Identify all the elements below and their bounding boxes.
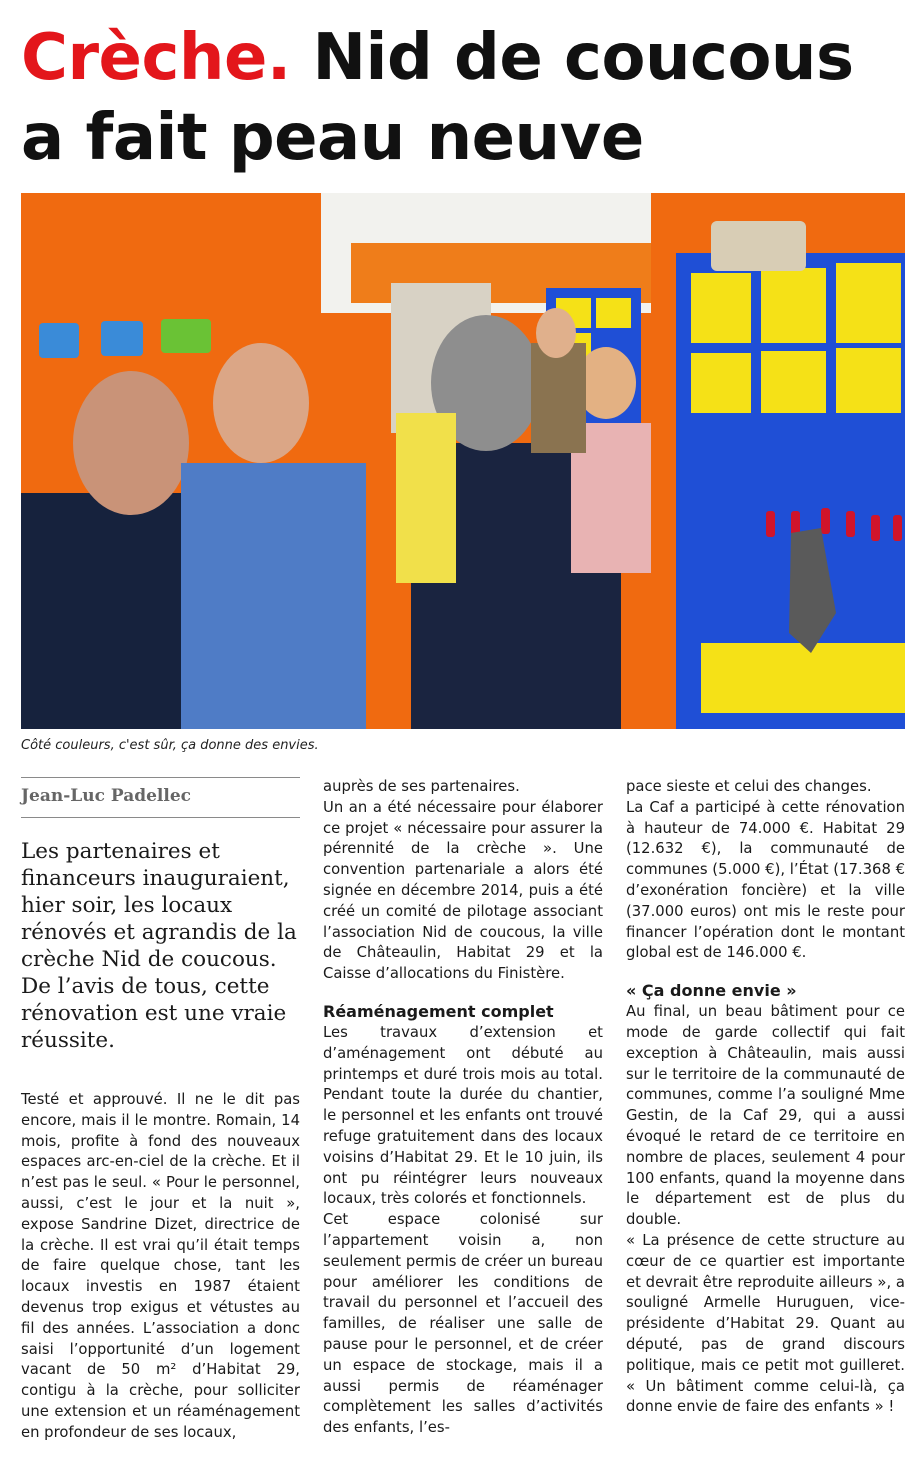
column3-paragraph-3: Au final, un beau bâtiment pour ce mode de garde collectif qui fait exception à Châteaulin, mais aussi sur le territoire de la communauté de communes, comme l’a souligné Mme Gestin, de la Caf 29, qui a aussi évoqué le retard de ce territoire en nombre de places, seulement 4 pour 100 enfants, quand la moyenne dans le département est de plus du double.	[626, 1003, 905, 1229]
photo-illustration	[21, 193, 905, 729]
photo-bag	[711, 221, 806, 271]
column3-subheading: « Ça donne envie »	[626, 981, 797, 1001]
photo-yellow-bench	[701, 643, 905, 713]
article-photo	[21, 193, 905, 729]
column2-subheading: Réaménagement complet	[323, 1001, 554, 1021]
column1-paragraph-1: Testé et approuvé. Il ne le dit pas encore, mais il le montre. Romain, 14 mois, profite à fond des nouveaux espaces arc-en-ciel de la crèche. Et il n’est pas le seul. « Pour le personnel, aussi, c’est le jour et la nuit », expose Sandrine Dizet, directrice de la crèche. Il est vrai qu’il était temps de faire quelque chose, tant les locaux investis en 1987 étaient devenus trop exigus et vétustes au fil des années. L’association a donc saisi l’opportunité d’un logement vacant de 50 m² d’Habitat 29, contigu à la crèche, pour solliciter une extension et un réaménagement en profondeur de ses locaux,	[21, 1091, 300, 1441]
byline-rule-bottom	[21, 817, 300, 818]
column3-gap	[626, 964, 905, 980]
photo-person-2	[181, 463, 366, 729]
photo-person-6	[531, 343, 586, 453]
column2-paragraph-4: Cet espace colonisé sur l’appartement voisin a, non seulement permis de créer un bureau pour améliorer les conditions de travail du personnel et l’accueil des familles, de réaliser une salle de pause pour le personnel, et de créer un espace de stockage, mais il a aussi permis de réaménager complètement les salles d’activités des enfants, l’es-	[323, 1211, 603, 1437]
headline-title-part2: a fait peau neuve	[21, 101, 644, 175]
column3-paragraph-4: « La présence de cette structure au cœur de ce quartier est importante et devrait être reproduite ailleurs », a souligné Armelle Huruguen, vice-présidente d’Habitat 29. Quant au député, pas de grand discours politique, mais ce petit mot guilleret. « Un bâtiment comme celui-là, ça donne envie de faire des enfants » !	[626, 1231, 905, 1416]
article-column-3	[626, 777, 905, 1418]
headline-line-1	[21, 18, 901, 98]
photo-caption: Côté couleurs, c'est sûr, ça donne des envies.	[21, 738, 319, 753]
photo-person-4	[396, 413, 456, 583]
byline: Jean-Luc Padellec	[21, 786, 191, 806]
column3-paragraph-2: La Caf a participé à cette rénovation à hauteur de 74.000 €. Habitat 29 (12.632 €), la communauté de communes (5.000 €), l’État (17.368 € d’exonération foncière) et la ville (37.000 euros) ont mis le reste pour financer l’opération dont le montant global est de 146.000 €.	[626, 798, 905, 962]
article-column-1	[21, 1090, 300, 1444]
column2-paragraph-2: Un an a été nécessaire pour élaborer ce projet « nécessaire pour assurer la pérennité de la crèche ». Une convention partenariale a alors été signée en décembre 2014, puis a été créé un comité de pilotage associant l’association Nid de coucous, la ville de Châteaulin, Habitat 29 et la Caisse d’allocations du Finistère.	[323, 798, 603, 983]
headline-kicker: Crèche.	[21, 21, 291, 95]
column2-paragraph-1: auprès de ses partenaires.	[323, 778, 520, 795]
column2-paragraph-3: Les travaux d’extension et d’aménagement ont débuté au printemps et duré trois mois au total. Pendant toute la durée du chantier, le personnel et les enfants ont trouvé refuge gratuitement dans des locaux voisins d’Habitat 29. Et le 10 juin, ils ont pu réintégrer leurs nouveaux locaux, très colorés et fonctionnels.	[323, 1023, 603, 1208]
lead-paragraph: Les partenaires et financeurs inauguraient, hier soir, les locaux rénovés et agrandis de la crèche Nid de coucous. De l’avis de tous, cette rénovation est une vraie réussite.	[21, 839, 297, 1053]
column2-gap	[323, 985, 603, 1001]
column3-paragraph-1: pace sieste et celui des changes.	[626, 778, 872, 795]
byline-rule-top	[21, 777, 300, 778]
headline-title-part1: Nid de coucous	[312, 21, 854, 95]
headline	[21, 18, 901, 178]
article-column-2	[323, 777, 603, 1439]
